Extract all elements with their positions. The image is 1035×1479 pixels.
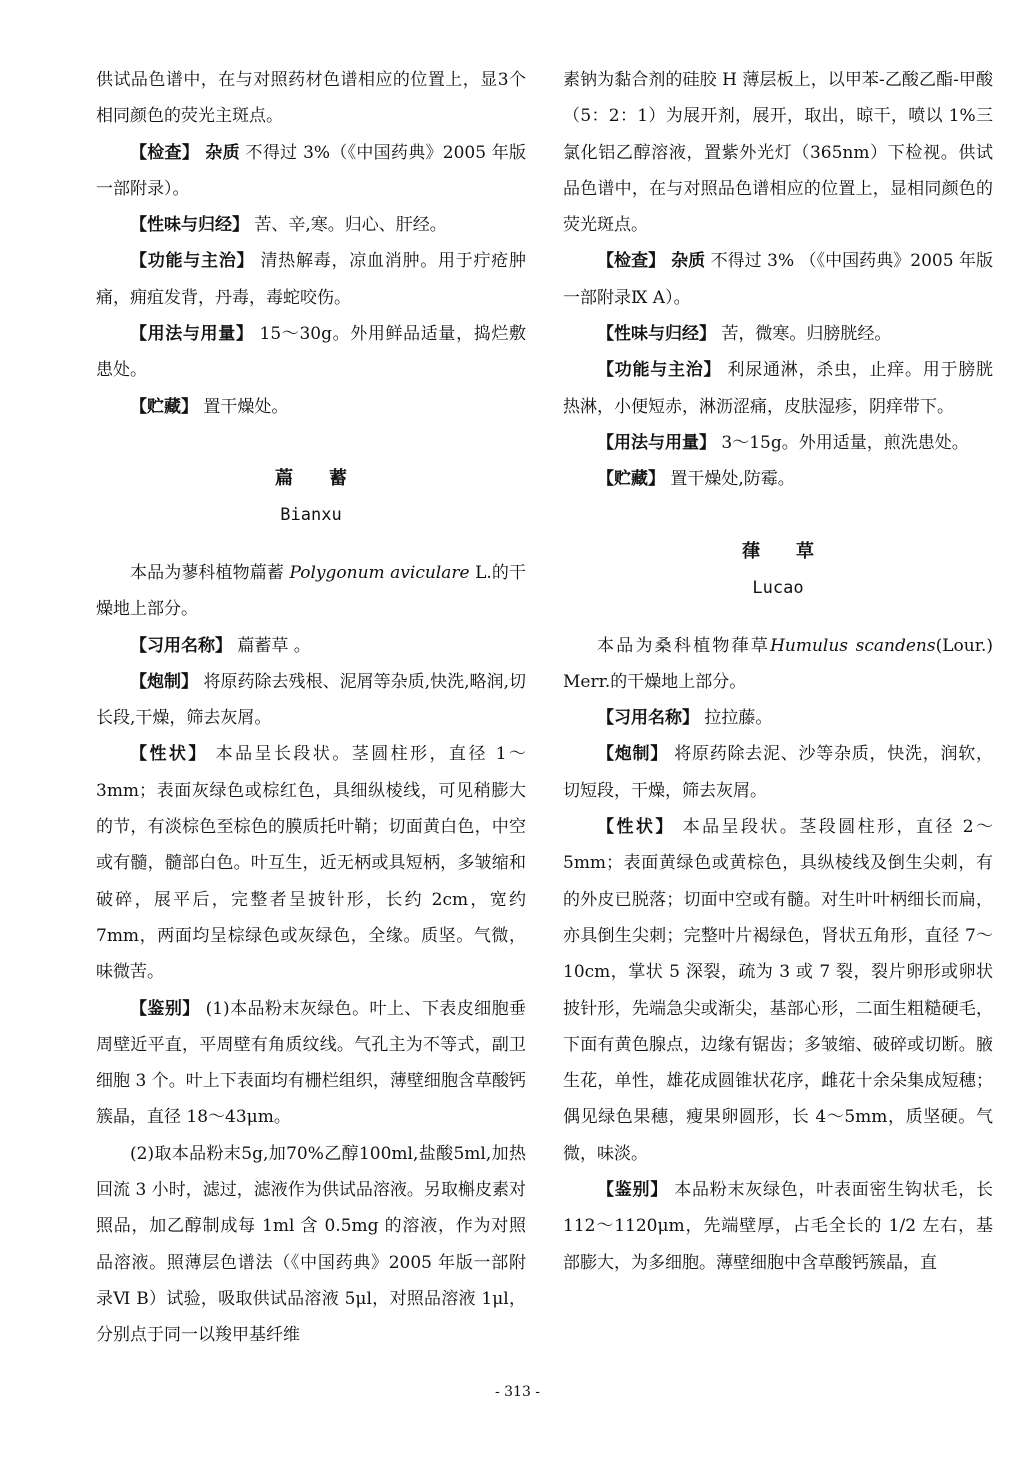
section-text: 本品呈段状。茎段圆柱形，直径 2～5mm；表面黄绿色或黄棕色，具纵棱线及倒生尖刺，有的外皮已脱落；切面中空或有髓。对生叶叶柄细长而扁，亦具倒生尖刺；完整叶片褐绿色，肾状五角形，直径 7～10cm，掌状 5 深裂，疏为 3 或 7 裂，裂片卵形或卵状披针形，先端急尖或渐尖，基部心形，二面生粗糙硬毛，下面有黄色腺点，边缘有锯齿；多皱缩、破碎或切断。腋生花，单性，雄花成圆锥状花序，雌花十余朵集成短穗；偶见绿色果穗，瘦果卵圆形，长 4～5mm，质坚硬。气微，味淡。 xyxy=(563,817,994,1164)
section-label: 【性味与归经】 xyxy=(130,215,249,236)
right-section-check xyxy=(563,243,993,316)
section-text: 15～30g。外用鲜品适量，捣烂敷患处。 xyxy=(96,324,526,381)
latin-name: Humulus scandens xyxy=(770,635,936,656)
section-text: 萹蓄草 。 xyxy=(232,635,311,656)
left-section-dosage xyxy=(96,316,526,389)
section-text: 置干燥处,防霉。 xyxy=(665,469,795,490)
section-label: 【炮制】 xyxy=(130,671,199,692)
section-label: 【习用名称】 xyxy=(597,708,699,729)
section-label: 【炮制】 xyxy=(597,744,669,765)
right-section-processing xyxy=(563,736,993,809)
left-identification-2: (2)取本品粉末5g,加70%乙醇100ml,盐酸5ml,加热回流 3 小时，滤过，滤液作为供试品溶液。另取槲皮素对照品，加乙醇制成每 1ml 含 0.5mg 的溶液，作为对照品溶液。照薄层色谱法（《中国药典》2005 年版一部附录Ⅵ B）试验，吸取供试品溶液 5μl，对照品溶液 1μl，分别点于同一以羧甲基纤维 xyxy=(96,1143,526,1346)
section-text: 清热解毒，凉血消肿。用于疔疮肿痛，痈疽发背，丹毒，毒蛇咬伤。 xyxy=(96,251,526,308)
page-number: - 313 - xyxy=(494,1384,541,1400)
section-label: 【用法与用量】 xyxy=(597,432,716,453)
section-label: 【习用名称】 xyxy=(130,635,232,656)
title-char: 葎 xyxy=(742,540,760,562)
section-text: (1)本品粉末灰绿色。叶上、下表皮细胞垂周壁近平直，平周壁有角质纹线。气孔主为不等式，副卫细胞 3 个。叶上下表面均有栅栏组织，薄壁细胞含草酸钙簇晶，直径 18～43μm。 xyxy=(96,998,527,1128)
latin-name: Polygonum aviculare xyxy=(289,562,470,583)
section-label: 【贮藏】 xyxy=(130,396,198,417)
section-text: 拉拉藤。 xyxy=(699,708,773,729)
left-section-processing xyxy=(96,664,526,737)
section-text: 不得过 3% （《中国药典》2005 年版一部附录Ⅸ A）。 xyxy=(563,251,993,308)
intro-text: (Lour.) Merr.的干燥地上部分。 xyxy=(563,635,993,692)
intro-text: 本品为桑科植物葎草 xyxy=(597,635,771,656)
section-text: 本品粉末灰绿色，叶表面密生钩状毛，长 112～1120μm，先端壁厚，占毛全长的 1/2 左右，基部膨大，为多细胞。薄壁细胞中含草酸钙簇晶，直 xyxy=(563,1180,994,1273)
herb-intro-lucao xyxy=(563,628,993,701)
right-section-identification xyxy=(563,1172,993,1281)
intro-text: 本品为蓼科植物萹蓄 xyxy=(130,562,290,583)
intro-text: L.的干燥地上部分。 xyxy=(96,562,526,620)
right-column xyxy=(563,62,993,1281)
section-label: 【性味与归经】 xyxy=(597,324,716,345)
section-text: 置干燥处。 xyxy=(198,396,289,417)
section-text: 利尿通淋，杀虫，止痒。用于膀胱热淋，小便短赤，淋沥涩痛，皮肤湿疹，阴痒带下。 xyxy=(563,360,993,417)
herb-title-bianxu xyxy=(96,461,526,497)
right-section-taste xyxy=(563,316,993,352)
herb-pinyin-lucao: Lucao xyxy=(752,577,804,598)
left-section-description xyxy=(96,736,526,990)
left-section-identification xyxy=(96,991,526,1136)
right-section-common-name xyxy=(563,700,993,736)
right-section-storage xyxy=(563,461,993,497)
title-char: 萹 xyxy=(275,467,293,489)
section-label: 【性状】 xyxy=(597,817,675,838)
section-text: 3～15g。外用适量，煎洗患处。 xyxy=(716,432,969,453)
title-char: 蓄 xyxy=(329,467,347,489)
herb-intro-bianxu xyxy=(96,555,526,628)
section-text: 苦、辛,寒。归心、肝经。 xyxy=(249,215,447,236)
title-char: 草 xyxy=(796,540,814,562)
left-section-function xyxy=(96,243,526,316)
section-label: 【鉴别】 xyxy=(130,998,200,1019)
left-section-check xyxy=(96,135,526,208)
section-label: 【检查】 杂质 xyxy=(130,142,240,163)
section-text: 苦，微寒。归膀胱经。 xyxy=(716,324,892,345)
section-text: 将原药除去残根、泥屑等杂质,快洗,略润,切长段,干燥，筛去灰屑。 xyxy=(96,671,526,729)
section-label: 【功能与主治】 xyxy=(597,360,722,381)
right-section-dosage xyxy=(563,425,993,461)
section-text: 将原药除去泥、沙等杂质，快洗，润软，切短段，干燥，筛去灰屑。 xyxy=(563,744,994,801)
section-label: 【检查】 杂质 xyxy=(597,251,706,272)
section-label: 【性状】 xyxy=(130,744,208,765)
left-section-storage xyxy=(96,389,526,425)
section-text: 不得过 3%（《中国药典》2005 年版一部附录）。 xyxy=(96,142,526,199)
herb-pinyin-bianxu: Bianxu xyxy=(280,504,342,525)
left-section-taste xyxy=(96,207,526,243)
left-section-common-name xyxy=(96,628,526,664)
section-label: 【鉴别】 xyxy=(597,1180,669,1201)
right-intro-paragraph: 素钠为黏合剂的硅胶 H 薄层板上，以甲苯-乙酸乙酯-甲酸（5：2：1）为展开剂，展开，取出，晾干，喷以 1%三氯化铝乙醇溶液，置紫外光灯（365nm）下检视。供试品色谱中，在与对照品色谱相应的位置上，显相同颜色的荧光斑点。 xyxy=(563,70,993,236)
section-label: 【功能与主治】 xyxy=(130,251,255,272)
right-section-function xyxy=(563,352,993,425)
section-label: 【贮藏】 xyxy=(597,469,665,490)
right-section-description xyxy=(563,809,993,1172)
left-column xyxy=(96,62,526,1354)
section-label: 【用法与用量】 xyxy=(130,324,254,345)
herb-title-lucao xyxy=(563,534,993,570)
left-intro-paragraph: 供试品色谱中，在与对照药材色谱相应的位置上，显3个相同颜色的荧光主斑点。 xyxy=(96,70,526,127)
section-text: 本品呈长段状。茎圆柱形，直径 1～3mm；表面灰绿色或棕红色，具细纵棱线，可见稍膨大的节，有淡棕色至棕色的膜质托叶鞘；切面黄白色，中空或有髓，髓部白色。叶互生，近无柄或具短柄，多皱缩和破碎，展平后，完整者呈披针形，长约 2cm，宽约 7mm，两面均呈棕绿色或灰绿色，全缘。质坚。气微，味微苦。 xyxy=(96,744,527,983)
